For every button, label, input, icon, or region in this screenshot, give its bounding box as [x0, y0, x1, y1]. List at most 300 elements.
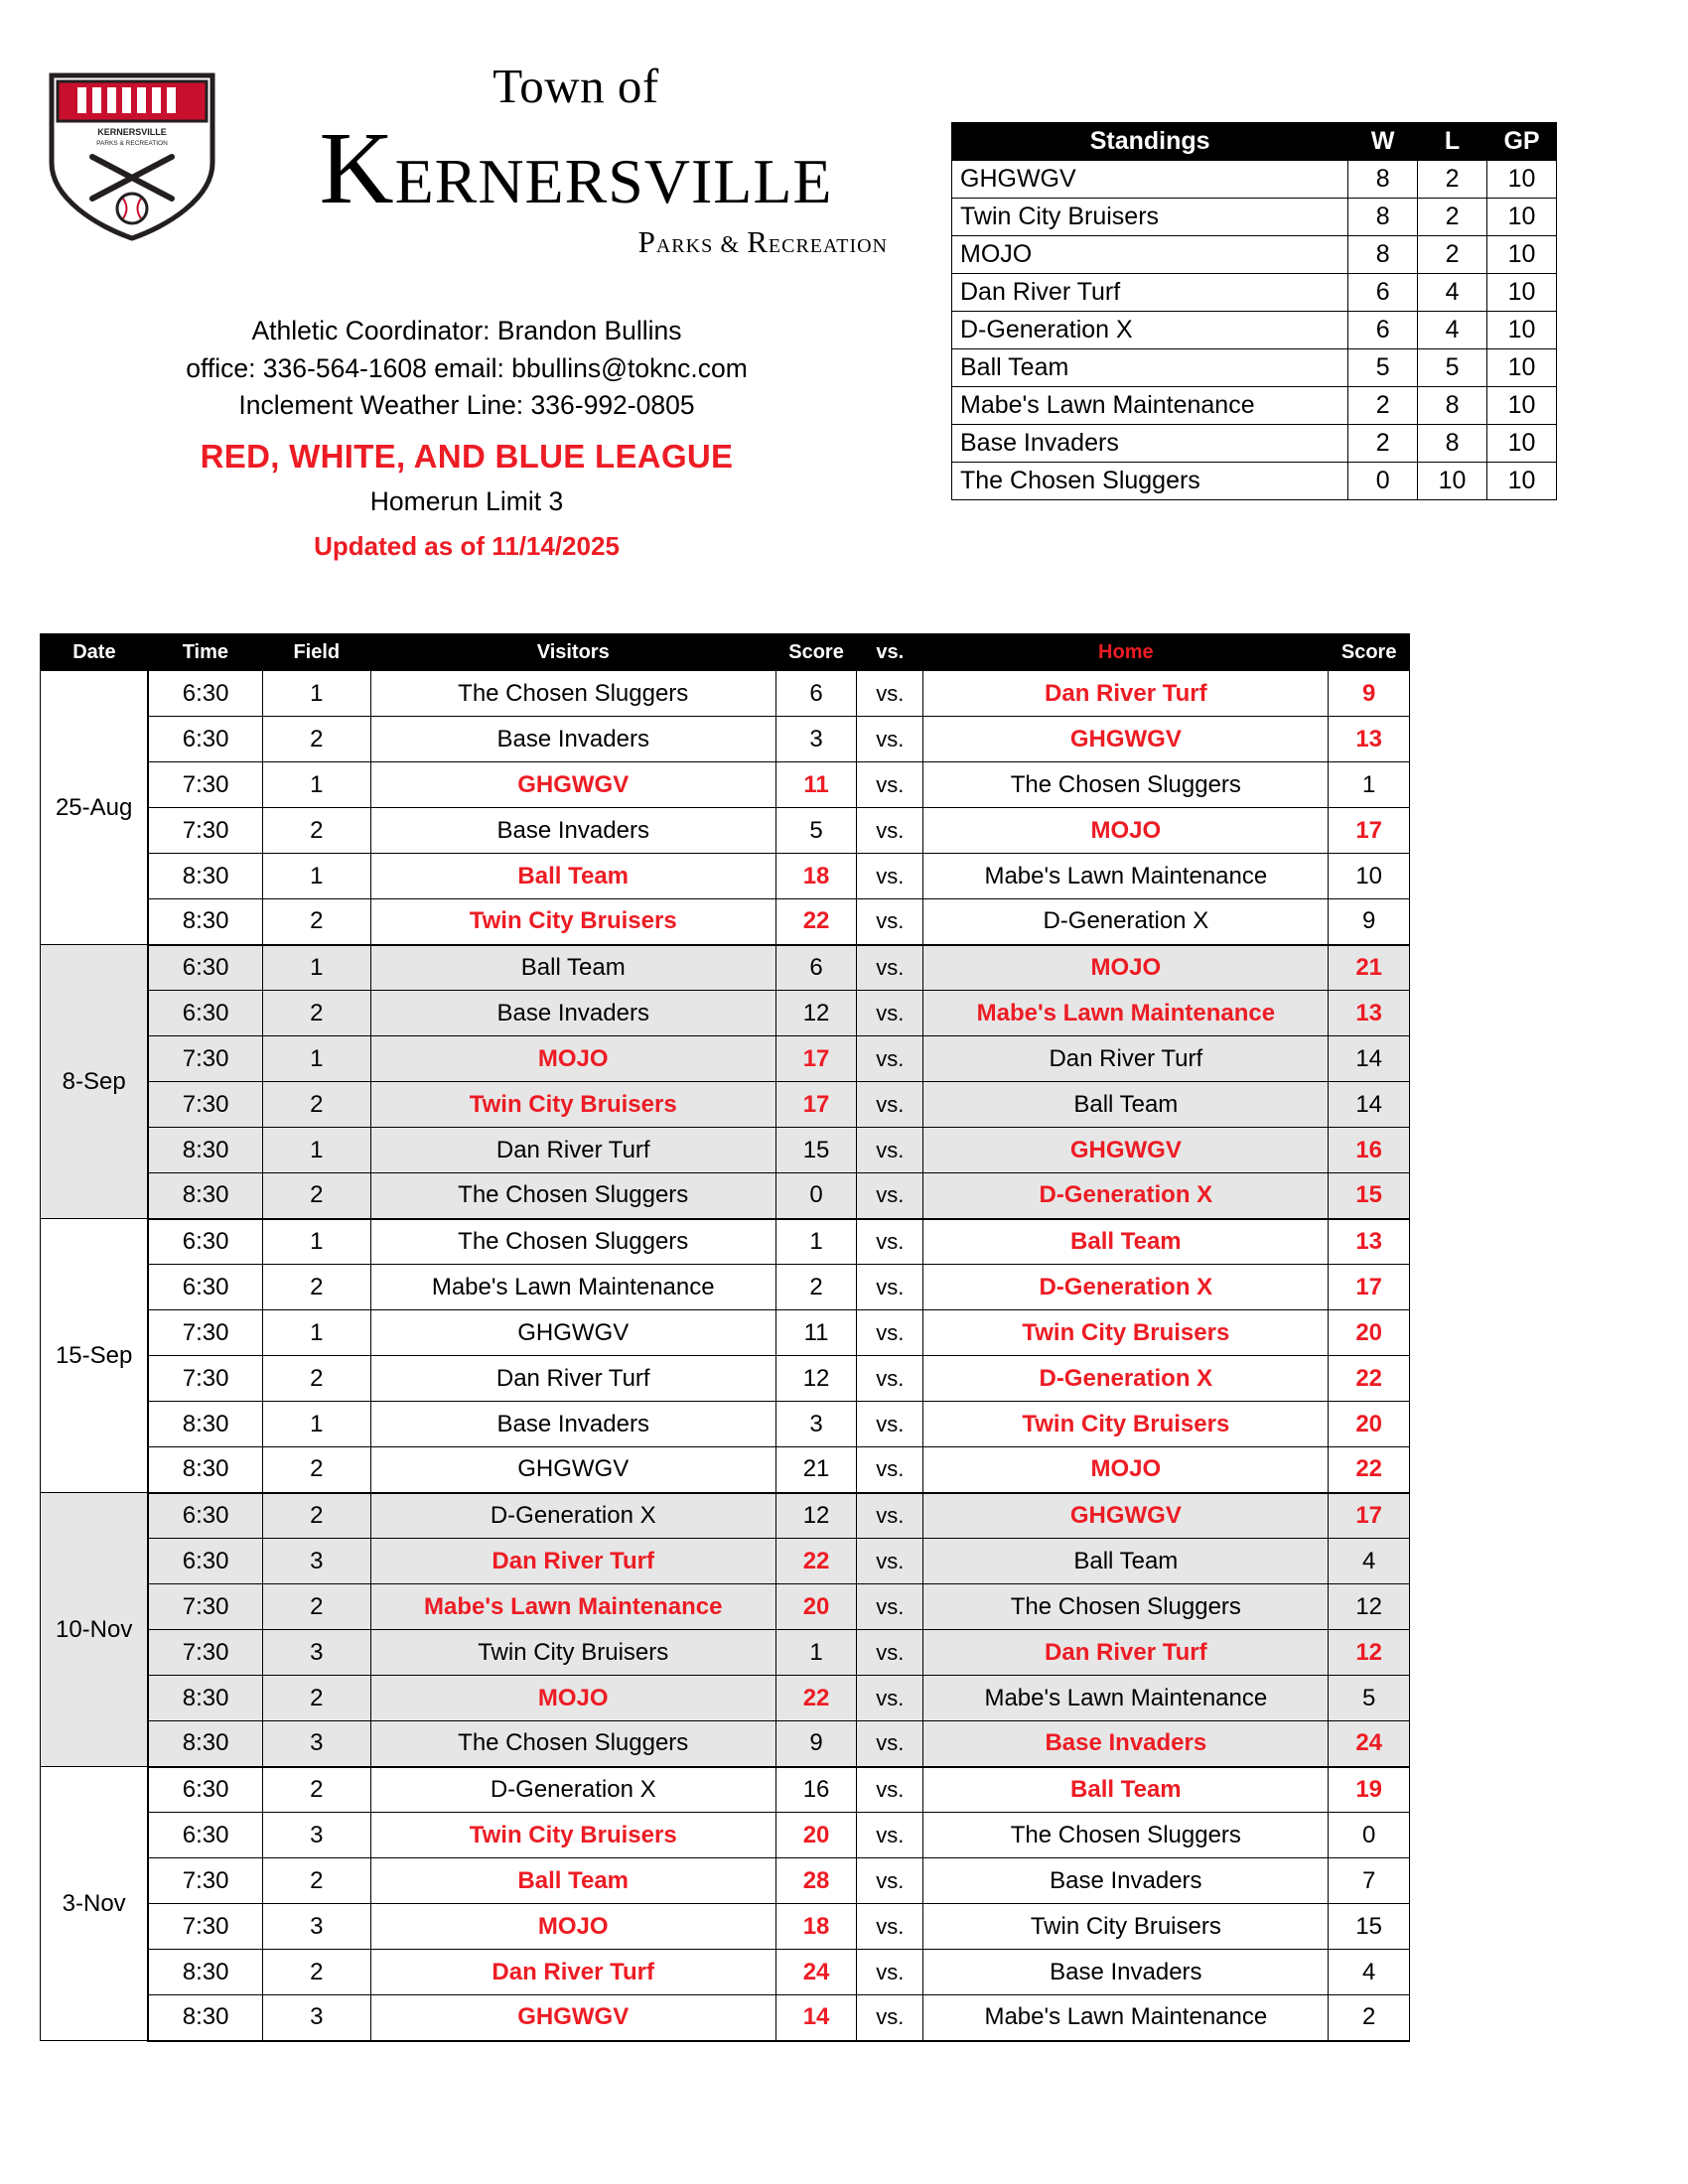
- schedule-home-score: 13: [1329, 1219, 1410, 1265]
- schedule-visitor-team: Ball Team: [370, 1858, 775, 1904]
- schedule-visitor-score: 28: [775, 1858, 857, 1904]
- standings-team-name: Twin City Bruisers: [952, 199, 1348, 236]
- schedule-time: 7:30: [148, 1356, 262, 1402]
- standings-wins: 5: [1348, 349, 1418, 387]
- schedule-visitor-team: Twin City Bruisers: [370, 1630, 775, 1676]
- schedule-date: 25-Aug: [41, 671, 149, 945]
- schedule-visitor-team: GHGWGV: [370, 1447, 775, 1493]
- schedule-home-score: 15: [1329, 1904, 1410, 1950]
- schedule-time: 6:30: [148, 991, 262, 1036]
- schedule-home-team: GHGWGV: [923, 717, 1329, 762]
- standings-row: [952, 425, 1557, 463]
- schedule-visitor-score: 22: [775, 1539, 857, 1584]
- schedule-time: 8:30: [148, 1128, 262, 1173]
- schedule-visitor-score: 18: [775, 1904, 857, 1950]
- schedule-field: 2: [262, 1493, 370, 1539]
- schedule-row: [41, 1128, 1410, 1173]
- standings-games-played: 10: [1487, 236, 1557, 274]
- schedule-field: 3: [262, 1995, 370, 2041]
- schedule-time: 7:30: [148, 1310, 262, 1356]
- schedule-field: 2: [262, 1356, 370, 1402]
- col-visitor-score: Score: [775, 634, 857, 671]
- standings-team-name: The Chosen Sluggers: [952, 463, 1348, 500]
- schedule-date: 10-Nov: [41, 1493, 149, 1767]
- schedule-row: [41, 1767, 1410, 1813]
- standings-col-w: W: [1348, 123, 1418, 161]
- standings-losses: 5: [1418, 349, 1487, 387]
- schedule-time: 8:30: [148, 1402, 262, 1447]
- document-header: [0, 0, 1688, 596]
- schedule-vs-label: vs.: [857, 1767, 923, 1813]
- schedule-vs-label: vs.: [857, 1402, 923, 1447]
- schedule-visitor-score: 2: [775, 1265, 857, 1310]
- schedule-home-score: 13: [1329, 717, 1410, 762]
- athletic-coordinator-line: Athletic Coordinator: Brandon Bullins: [251, 316, 682, 345]
- schedule-row: [41, 1630, 1410, 1676]
- schedule-home-score: 13: [1329, 991, 1410, 1036]
- schedule-home-team: Ball Team: [923, 1767, 1329, 1813]
- schedule-vs-label: vs.: [857, 1173, 923, 1219]
- schedule-time: 7:30: [148, 1036, 262, 1082]
- schedule-visitor-team: Base Invaders: [370, 808, 775, 854]
- standings-losses: 2: [1418, 161, 1487, 199]
- standings-team-name: Ball Team: [952, 349, 1348, 387]
- schedule-field: 2: [262, 1584, 370, 1630]
- schedule-field: 1: [262, 762, 370, 808]
- schedule-table: [40, 633, 1410, 2042]
- standings-losses: 2: [1418, 236, 1487, 274]
- schedule-visitor-team: The Chosen Sluggers: [370, 671, 775, 717]
- schedule-home-team: Base Invaders: [923, 1950, 1329, 1995]
- schedule-home-score: 14: [1329, 1036, 1410, 1082]
- standings-games-played: 10: [1487, 199, 1557, 236]
- schedule-home-score: 1: [1329, 762, 1410, 808]
- schedule-home-team: MOJO: [923, 945, 1329, 991]
- schedule-row: [41, 1584, 1410, 1630]
- standings-wins: 8: [1348, 199, 1418, 236]
- standings-row: [952, 236, 1557, 274]
- schedule-time: 8:30: [148, 899, 262, 945]
- office-email-line: office: 336-564-1608 email: bbullins@toknc.com: [186, 352, 748, 383]
- schedule-home-team: D-Generation X: [923, 899, 1329, 945]
- schedule-time: 7:30: [148, 762, 262, 808]
- schedule-home-score: 12: [1329, 1584, 1410, 1630]
- schedule-visitor-team: MOJO: [370, 1904, 775, 1950]
- standings-games-played: 10: [1487, 425, 1557, 463]
- schedule-home-team: Base Invaders: [923, 1858, 1329, 1904]
- standings-wins: 2: [1348, 425, 1418, 463]
- schedule-home-score: 20: [1329, 1310, 1410, 1356]
- schedule-home-score: 15: [1329, 1173, 1410, 1219]
- schedule-visitor-team: MOJO: [370, 1676, 775, 1721]
- schedule-visitor-score: 16: [775, 1767, 857, 1813]
- schedule-home-team: Twin City Bruisers: [923, 1310, 1329, 1356]
- schedule-vs-label: vs.: [857, 762, 923, 808]
- city-name: KERNERSVILLE: [319, 111, 833, 225]
- schedule-vs-label: vs.: [857, 717, 923, 762]
- schedule-visitor-team: D-Generation X: [370, 1493, 775, 1539]
- schedule-vs-label: vs.: [857, 899, 923, 945]
- schedule-time: 6:30: [148, 1813, 262, 1858]
- schedule-visitor-team: The Chosen Sluggers: [370, 1173, 775, 1219]
- schedule-visitor-score: 12: [775, 991, 857, 1036]
- standings-losses: 4: [1418, 312, 1487, 349]
- schedule-vs-label: vs.: [857, 1310, 923, 1356]
- schedule-vs-label: vs.: [857, 1630, 923, 1676]
- schedule-visitor-score: 11: [775, 1310, 857, 1356]
- schedule-row: [41, 1082, 1410, 1128]
- standings-row: [952, 274, 1557, 312]
- schedule-field: 1: [262, 1310, 370, 1356]
- schedule-row: [41, 1950, 1410, 1995]
- standings-wins: 2: [1348, 387, 1418, 425]
- schedule-home-score: 16: [1329, 1128, 1410, 1173]
- schedule-visitor-score: 1: [775, 1630, 857, 1676]
- schedule-vs-label: vs.: [857, 1128, 923, 1173]
- schedule-time: 7:30: [148, 808, 262, 854]
- standings-table: [951, 122, 1557, 500]
- schedule-field: 2: [262, 1858, 370, 1904]
- schedule-vs-label: vs.: [857, 1858, 923, 1904]
- schedule-row: [41, 1356, 1410, 1402]
- schedule-vs-label: vs.: [857, 1813, 923, 1858]
- schedule-home-team: Mabe's Lawn Maintenance: [923, 1995, 1329, 2041]
- col-time: Time: [148, 634, 262, 671]
- standings-team-name: Mabe's Lawn Maintenance: [952, 387, 1348, 425]
- schedule-home-score: 12: [1329, 1630, 1410, 1676]
- schedule-home-team: The Chosen Sluggers: [923, 762, 1329, 808]
- schedule-home-score: 5: [1329, 1676, 1410, 1721]
- homerun-limit: Homerun Limit 3: [369, 485, 564, 516]
- schedule-time: 6:30: [148, 717, 262, 762]
- schedule-row: [41, 1447, 1410, 1493]
- schedule-time: 8:30: [148, 1676, 262, 1721]
- schedule-time: 8:30: [148, 1721, 262, 1767]
- schedule-time: 6:30: [148, 945, 262, 991]
- standings-team-name: D-Generation X: [952, 312, 1348, 349]
- svg-text:PARKS & RECREATION: PARKS & RECREATION: [96, 140, 168, 147]
- schedule-home-team: Mabe's Lawn Maintenance: [923, 1676, 1329, 1721]
- schedule-visitor-team: GHGWGV: [370, 1995, 775, 2041]
- schedule-visitor-score: 24: [775, 1950, 857, 1995]
- schedule-visitor-score: 3: [775, 1402, 857, 1447]
- schedule-row: [41, 991, 1410, 1036]
- schedule-visitor-score: 22: [775, 1676, 857, 1721]
- schedule-home-score: 7: [1329, 1858, 1410, 1904]
- schedule-visitor-team: D-Generation X: [370, 1767, 775, 1813]
- standings-col-gp: GP: [1487, 123, 1557, 161]
- standings-title: Standings: [952, 123, 1348, 161]
- schedule-home-score: 4: [1329, 1950, 1410, 1995]
- schedule-field: 3: [262, 1539, 370, 1584]
- schedule-visitor-score: 12: [775, 1493, 857, 1539]
- schedule-home-team: D-Generation X: [923, 1356, 1329, 1402]
- schedule-vs-label: vs.: [857, 1539, 923, 1584]
- schedule-home-team: Base Invaders: [923, 1721, 1329, 1767]
- schedule-time: 8:30: [148, 854, 262, 899]
- standings-row: [952, 312, 1557, 349]
- schedule-row: [41, 1402, 1410, 1447]
- standings-team-name: MOJO: [952, 236, 1348, 274]
- town-of-label: Town of: [492, 59, 659, 113]
- schedule-visitor-team: Mabe's Lawn Maintenance: [370, 1584, 775, 1630]
- schedule-visitor-team: Ball Team: [370, 854, 775, 899]
- schedule-row: [41, 854, 1410, 899]
- schedule-home-score: 24: [1329, 1721, 1410, 1767]
- schedule-time: 7:30: [148, 1630, 262, 1676]
- schedule-vs-label: vs.: [857, 1356, 923, 1402]
- standings-losses: 10: [1418, 463, 1487, 500]
- schedule-visitor-team: Mabe's Lawn Maintenance: [370, 1265, 775, 1310]
- schedule-field: 2: [262, 1767, 370, 1813]
- title-block: [238, 59, 914, 260]
- schedule-visitor-team: Dan River Turf: [370, 1539, 775, 1584]
- schedule-row: [41, 1904, 1410, 1950]
- department-name: PARKS & RECREATION: [637, 224, 888, 260]
- contact-info: [119, 313, 814, 565]
- schedule-vs-label: vs.: [857, 1493, 923, 1539]
- schedule-field: 2: [262, 1676, 370, 1721]
- schedule-field: 3: [262, 1721, 370, 1767]
- schedule-visitor-team: GHGWGV: [370, 762, 775, 808]
- schedule-date: 15-Sep: [41, 1219, 149, 1493]
- schedule-visitor-team: Twin City Bruisers: [370, 1813, 775, 1858]
- schedule-time: 6:30: [148, 1767, 262, 1813]
- schedule-row: [41, 945, 1410, 991]
- schedule-home-team: Ball Team: [923, 1082, 1329, 1128]
- schedule-vs-label: vs.: [857, 808, 923, 854]
- schedule-vs-label: vs.: [857, 1265, 923, 1310]
- schedule-visitor-score: 18: [775, 854, 857, 899]
- schedule-visitor-score: 17: [775, 1082, 857, 1128]
- schedule-home-score: 10: [1329, 854, 1410, 899]
- schedule-visitor-score: 21: [775, 1447, 857, 1493]
- standings-header-row: [952, 123, 1557, 161]
- standings-row: [952, 161, 1557, 199]
- schedule-home-team: GHGWGV: [923, 1128, 1329, 1173]
- schedule-time: 6:30: [148, 1219, 262, 1265]
- col-vs: vs.: [857, 634, 923, 671]
- col-date: Date: [41, 634, 149, 671]
- schedule-visitor-score: 0: [775, 1173, 857, 1219]
- schedule-visitor-team: Twin City Bruisers: [370, 1082, 775, 1128]
- schedule-home-team: MOJO: [923, 1447, 1329, 1493]
- schedule-visitor-score: 20: [775, 1584, 857, 1630]
- schedule-home-score: 14: [1329, 1082, 1410, 1128]
- schedule-time: 7:30: [148, 1858, 262, 1904]
- schedule-visitor-team: Dan River Turf: [370, 1128, 775, 1173]
- schedule-time: 6:30: [148, 1265, 262, 1310]
- schedule-visitor-score: 11: [775, 762, 857, 808]
- schedule-field: 2: [262, 1265, 370, 1310]
- schedule-field: 1: [262, 671, 370, 717]
- schedule-vs-label: vs.: [857, 854, 923, 899]
- schedule-row: [41, 1265, 1410, 1310]
- schedule-row: [41, 1676, 1410, 1721]
- schedule-row: [41, 1539, 1410, 1584]
- kernersville-parks-rec-logo: [38, 60, 226, 248]
- schedule-row: [41, 1721, 1410, 1767]
- league-title: RED, WHITE, AND BLUE LEAGUE: [200, 437, 734, 475]
- schedule-visitor-team: The Chosen Sluggers: [370, 1721, 775, 1767]
- schedule-home-score: 19: [1329, 1767, 1410, 1813]
- schedule-vs-label: vs.: [857, 1950, 923, 1995]
- schedule-home-score: 21: [1329, 945, 1410, 991]
- schedule-visitor-score: 5: [775, 808, 857, 854]
- schedule-visitor-team: Dan River Turf: [370, 1950, 775, 1995]
- schedule-home-team: Dan River Turf: [923, 1036, 1329, 1082]
- schedule-row: [41, 1036, 1410, 1082]
- schedule-home-score: 4: [1329, 1539, 1410, 1584]
- schedule-home-score: 0: [1329, 1813, 1410, 1858]
- schedule-field: 1: [262, 1402, 370, 1447]
- schedule-field: 2: [262, 899, 370, 945]
- schedule-time: 7:30: [148, 1082, 262, 1128]
- col-home-score: Score: [1329, 634, 1410, 671]
- standings-games-played: 10: [1487, 463, 1557, 500]
- standings-col-l: L: [1418, 123, 1487, 161]
- schedule-time: 6:30: [148, 1539, 262, 1584]
- schedule-field: 2: [262, 1173, 370, 1219]
- schedule-row: [41, 762, 1410, 808]
- schedule-home-team: GHGWGV: [923, 1493, 1329, 1539]
- schedule-visitor-team: Ball Team: [370, 945, 775, 991]
- schedule-field: 2: [262, 1447, 370, 1493]
- col-visitors: Visitors: [370, 634, 775, 671]
- schedule-row: [41, 1310, 1410, 1356]
- schedule-home-team: The Chosen Sluggers: [923, 1813, 1329, 1858]
- schedule-home-team: Twin City Bruisers: [923, 1402, 1329, 1447]
- schedule-header-row: [41, 634, 1410, 671]
- schedule-visitor-team: Base Invaders: [370, 717, 775, 762]
- schedule-home-score: 20: [1329, 1402, 1410, 1447]
- schedule-field: 1: [262, 1036, 370, 1082]
- schedule-home-score: 22: [1329, 1447, 1410, 1493]
- schedule-row: [41, 1995, 1410, 2041]
- schedule-visitor-score: 20: [775, 1813, 857, 1858]
- schedule-time: 6:30: [148, 1493, 262, 1539]
- standings-losses: 8: [1418, 387, 1487, 425]
- standings-games-played: 10: [1487, 312, 1557, 349]
- schedule-visitor-score: 12: [775, 1356, 857, 1402]
- schedule-time: 8:30: [148, 1447, 262, 1493]
- schedule-field: 2: [262, 991, 370, 1036]
- standings-team-name: GHGWGV: [952, 161, 1348, 199]
- standings-team-name: Base Invaders: [952, 425, 1348, 463]
- schedule-time: 8:30: [148, 1995, 262, 2041]
- schedule-home-team: MOJO: [923, 808, 1329, 854]
- standings-row: [952, 349, 1557, 387]
- schedule-time: 7:30: [148, 1904, 262, 1950]
- schedule-vs-label: vs.: [857, 1447, 923, 1493]
- schedule-visitor-score: 3: [775, 717, 857, 762]
- schedule-row: [41, 1493, 1410, 1539]
- schedule-home-team: D-Generation X: [923, 1173, 1329, 1219]
- schedule-visitor-team: Base Invaders: [370, 991, 775, 1036]
- schedule-row: [41, 899, 1410, 945]
- schedule-vs-label: vs.: [857, 1036, 923, 1082]
- schedule-row: [41, 808, 1410, 854]
- schedule-visitor-team: Twin City Bruisers: [370, 899, 775, 945]
- schedule-time: 8:30: [148, 1173, 262, 1219]
- schedule-vs-label: vs.: [857, 671, 923, 717]
- schedule-field: 1: [262, 1128, 370, 1173]
- schedule-home-team: Twin City Bruisers: [923, 1904, 1329, 1950]
- schedule-visitor-team: Base Invaders: [370, 1402, 775, 1447]
- schedule-field: 2: [262, 808, 370, 854]
- schedule-visitor-score: 9: [775, 1721, 857, 1767]
- schedule-home-team: Mabe's Lawn Maintenance: [923, 854, 1329, 899]
- standings-losses: 2: [1418, 199, 1487, 236]
- schedule-vs-label: vs.: [857, 1584, 923, 1630]
- schedule-visitor-team: Dan River Turf: [370, 1356, 775, 1402]
- schedule-field: 3: [262, 1813, 370, 1858]
- schedule-home-score: 22: [1329, 1356, 1410, 1402]
- standings-games-played: 10: [1487, 161, 1557, 199]
- standings-row: [952, 199, 1557, 236]
- schedule-row: [41, 1219, 1410, 1265]
- schedule-visitor-score: 22: [775, 899, 857, 945]
- standings-row: [952, 387, 1557, 425]
- schedule-field: 3: [262, 1630, 370, 1676]
- schedule-time: 6:30: [148, 671, 262, 717]
- schedule-home-team: Dan River Turf: [923, 1630, 1329, 1676]
- standings-losses: 8: [1418, 425, 1487, 463]
- standings-wins: 8: [1348, 236, 1418, 274]
- standings-wins: 8: [1348, 161, 1418, 199]
- schedule-time: 7:30: [148, 1584, 262, 1630]
- standings-games-played: 10: [1487, 349, 1557, 387]
- schedule-visitor-team: GHGWGV: [370, 1310, 775, 1356]
- schedule-home-team: Ball Team: [923, 1539, 1329, 1584]
- standings-games-played: 10: [1487, 387, 1557, 425]
- schedule-visitor-score: 1: [775, 1219, 857, 1265]
- col-home: Home: [923, 634, 1329, 671]
- schedule-visitor-score: 15: [775, 1128, 857, 1173]
- schedule-vs-label: vs.: [857, 945, 923, 991]
- schedule-vs-label: vs.: [857, 991, 923, 1036]
- schedule-visitor-score: 17: [775, 1036, 857, 1082]
- schedule-field: 1: [262, 854, 370, 899]
- schedule-visitor-score: 14: [775, 1995, 857, 2041]
- svg-text:KERNERSVILLE: KERNERSVILLE: [97, 127, 167, 137]
- schedule-home-team: D-Generation X: [923, 1265, 1329, 1310]
- schedule-home-team: The Chosen Sluggers: [923, 1584, 1329, 1630]
- schedule-visitor-score: 6: [775, 945, 857, 991]
- schedule-vs-label: vs.: [857, 1219, 923, 1265]
- updated-date: Updated as of 11/14/2025: [314, 531, 620, 562]
- schedule-home-score: 17: [1329, 1493, 1410, 1539]
- schedule-date: 8-Sep: [41, 945, 149, 1219]
- schedule-time: 8:30: [148, 1950, 262, 1995]
- schedule-row: [41, 1858, 1410, 1904]
- schedule-row: [41, 717, 1410, 762]
- schedule-home-score: 2: [1329, 1995, 1410, 2041]
- logo-svg: [38, 60, 226, 248]
- schedule-home-score: 17: [1329, 1265, 1410, 1310]
- schedule-date: 3-Nov: [41, 1767, 149, 2041]
- schedule-home-score: 9: [1329, 899, 1410, 945]
- standings-wins: 0: [1348, 463, 1418, 500]
- standings-wins: 6: [1348, 274, 1418, 312]
- schedule-visitor-team: The Chosen Sluggers: [370, 1219, 775, 1265]
- schedule-home-score: 9: [1329, 671, 1410, 717]
- schedule-field: 2: [262, 717, 370, 762]
- schedule-field: 3: [262, 1904, 370, 1950]
- schedule-home-score: 17: [1329, 808, 1410, 854]
- standings-team-name: Dan River Turf: [952, 274, 1348, 312]
- schedule-row: [41, 1173, 1410, 1219]
